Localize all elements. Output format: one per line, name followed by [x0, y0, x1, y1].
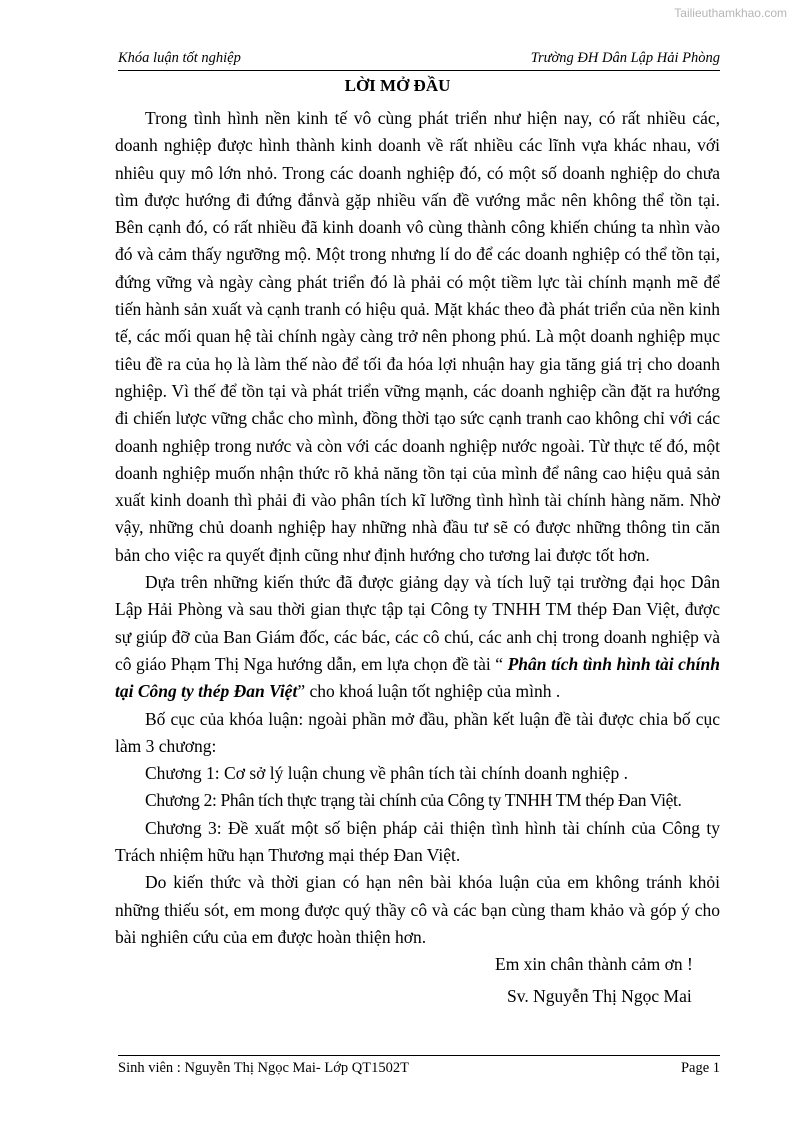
header-right: Trường ĐH Dân Lập Hải Phòng	[530, 50, 720, 66]
topic-tail-text: ” cho khoá luận tốt nghiệp của mình .	[297, 681, 561, 702]
paragraph-closing: Do kiến thức và thời gian có hạn nên bài khóa luận của em không tránh khỏi những thiếu sót, em mong được quý thầy cô và các bạn cùng tham khảo và góp ý cho bài nghiên cứu của em được hoàn thiện hơn.	[115, 872, 720, 947]
chapter-2: Chương 2: Phân tích thực trạng tài chính của Công ty TNHH TM thép Đan Việt.	[145, 790, 682, 811]
paragraph-topic	[115, 569, 720, 705]
chapter-3: Chương 3: Đề xuất một số biện pháp cải thiện tình hình tài chính của Công ty Trách nhiệm hữu hạn Thương mại thép Đan Việt.	[115, 817, 720, 866]
signature-line: Sv. Nguyễn Thị Ngọc Mai	[507, 985, 692, 1006]
footer-student: Sinh viên : Nguyễn Thị Ngọc Mai- Lớp QT1502T	[118, 1060, 409, 1076]
header-left: Khóa luận tốt nghiệp	[118, 50, 241, 66]
chapter-1: Chương 1: Cơ sở lý luận chung về phân tích tài chính doanh nghiệp .	[145, 763, 628, 784]
thanks-line: Em xin chân thành cảm ơn !	[495, 954, 693, 975]
page-header	[118, 50, 720, 71]
watermark: Tailieuthamkhao.com	[674, 6, 787, 20]
page-title: LỜI MỞ ĐẦU	[344, 76, 451, 95]
document-body	[115, 105, 720, 1010]
paragraph-intro: Trong tình hình nền kinh tế vô cùng phát triển như hiện nay, có rất nhiều các, doanh nghiệp được hình thành kinh doanh về rất nhiều các lĩnh vựa khác nhau, với nhiêu quy mô lớn nhỏ. Trong các doanh nghiệp đó, có một số doanh nghiệp do chưa tìm được hướng đi đứng đắnvà gặp nhiều vấn đề vướng mắc nên không thể tồn tại. Bên cạnh đó, có rất nhiều đã kinh doanh vô cùng thành công khiến chúng ta nhìn vào đó và cảm thấy ngưỡng mộ. Một trong nhưng lí do để các doanh nghiệp có thể tồn tại, đứng vững và ngày càng phát triển đó là phải có một tiềm lực tài chính mạnh mẽ để tiến hành sản xuất và cạnh tranh có hiệu quả. Mặt khác theo đà phát triển của nền kinh tế, các mối quan hệ tài chính ngày càng trở nên phong phú. Là một doanh nghiệp mục tiêu đề ra của họ là làm thế nào để tối đa hóa lợi nhuận hay gia tăng giá trị cho doanh nghiệp. Vì thế để tồn tại và phát triển vững mạnh, các doanh nghiệp cần đặt ra hướng đi chiến lược vững chắc cho mình, đồng thời tạo sức cạnh tranh cao không chỉ với các doanh nghiệp trong nước và còn với các doanh nghiệp nước ngoài. Từ thực tế đó, một doanh nghiệp muốn nhận thức rõ khả năng tồn tại của mình để nâng cao hiệu quả sản xuất kinh doanh thì phải đi vào phân tích kĩ lưỡng tình hình tài chính hàng năm. Nhờ vậy, những chủ doanh nghiệp hay những nhà đầu tư sẽ có được những thông tin căn bản cho việc ra quyết định cũng như định hướng cho tương lai được tốt hơn.	[115, 108, 720, 565]
thesis-topic: Phân tích tình hình tài chính tại Công ty thép Đan Việt	[115, 653, 720, 702]
page-number: Page 1	[680, 1060, 720, 1076]
topic-lead-text: Dựa trên những kiến thức đã được giảng dạy và tích luỹ tại trường đại học Dân Lập Hải Phòng và sau thời gian thực tập tại Công ty TNHH TM thép Đan Việt, được sự giúp đỡ của Ban Giám đốc, các bác, các cô chú, các anh chị trong doanh nghiệp và cô giáo Phạm Thị Nga hướng dẫn, em lựa chọn đề tài “	[115, 572, 720, 674]
paragraph-structure: Bố cục của khóa luận: ngoài phần mở đầu, phần kết luận đề tài được chia bố cục làm 3 chương:	[115, 708, 720, 756]
page-footer	[118, 1055, 720, 1077]
